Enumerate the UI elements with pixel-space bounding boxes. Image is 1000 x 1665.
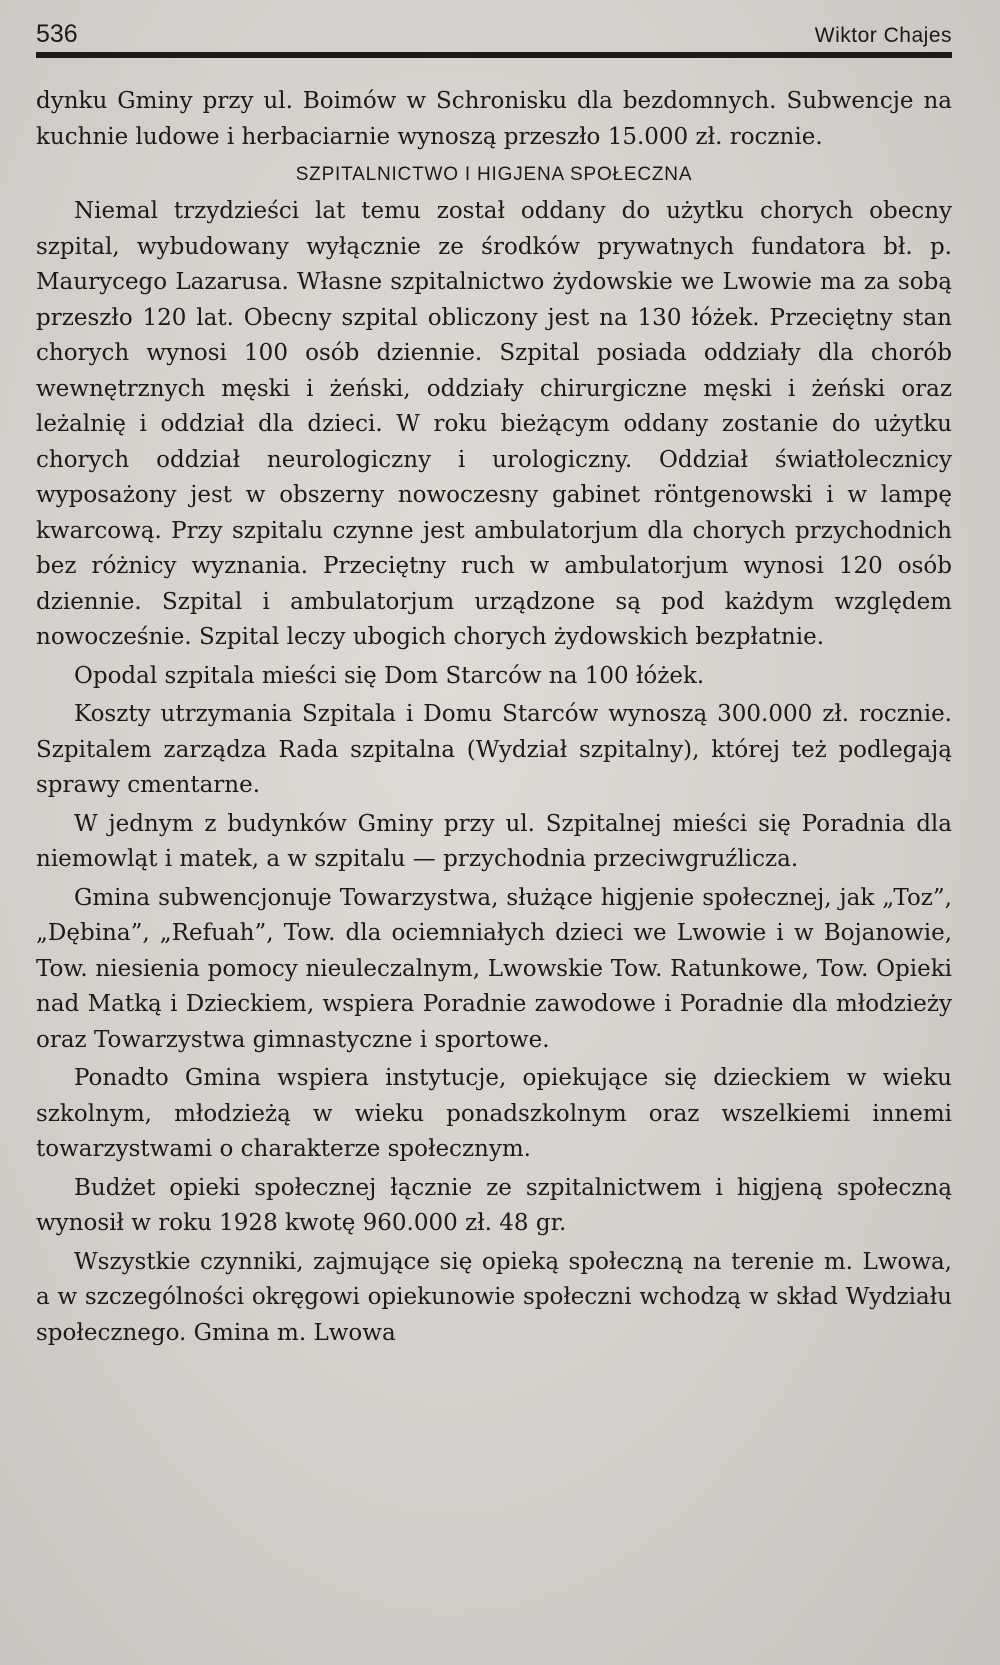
paragraph-hospital: Niemal trzydzieści lat temu został oddany do użytku chorych obecny szpital, wybudowany wyłącznie ze środków prywatnych fundatora bł. p. Maurycego Lazarusa. Własne szpitalnictwo żydowskie we Lwowie ma za sobą przeszło 120 lat. Obecny szpital obliczony jest na 130 łóżek. Przeciętny stan chorych wynosi 100 osób dziennie. Szpital posiada oddziały dla chorób wewnętrznych męski i żeński, oddziały chirurgiczne męski i żeński oraz leżalnię i oddział dla dzieci. W roku bieżącym oddany zostanie do użytku chorych oddział neurologiczny i urologiczny. Oddział światłolecznicy wyposażony jest w obszerny nowoczesny gabinet röntgenowski i w lampę kwarcową. Przy szpitalu czynne jest ambulatorjum dla chorych przychodnich bez różnicy wyznania. Przeciętny ruch w ambulatorjum wynosi 120 osób dziennie. Szpital i ambulatorjum urządzone są pod każdym względem nowocześnie. Szpital leczy ubogich chorych żydowskich bezpłatnie.	[36, 198, 952, 650]
paragraph-support: Ponadto Gmina wspiera instytucje, opiekujące się dzieckiem w wieku szkolnym, młodzieżą w wieku ponadszkolnym oraz wszelkiemi innemi towarzystwami o charakterze społecznym.	[36, 1065, 952, 1162]
paragraph-elderly-home: Opodal szpitala mieści się Dom Starców na 100 łóżek.	[74, 662, 705, 689]
paragraph-clinic: W jednym z budynków Gminy przy ul. Szpitalnej mieści się Poradnia dla niemowląt i matek, a w szpitalu — przychodnia przeciwgruźlicza.	[36, 810, 952, 872]
page-body	[36, 84, 952, 1354]
paragraph-subsidies: Gmina subwencjonuje Towarzystwa, służące higjenie społecznej, jak „Toz”, „Dębina”, „Refuah”, Tow. dla ociemniałych dzieci we Lwowie i w Bojanowie, Tow. niesienia pomocy nieuleczalnym, Lwowskie Tow. Ratunkowe, Tow. Opieki nad Matką i Dzieckiem, wspiera Poradnie zawodowe i Poradnie dla młodzieży oraz Towarzystwa gimnastyczne i sportowe.	[36, 884, 952, 1053]
paragraph-budget: Budżet opieki społecznej łącznie ze szpitalnictwem i higjeną społeczną wynosił w roku 1928 kwotę 960.000 zł. 48 gr.	[36, 1174, 952, 1236]
running-head-author: Wiktor Chajes	[814, 24, 952, 47]
paragraph-costs: Koszty utrzymania Szpitala i Domu Starców wynoszą 300.000 zł. rocznie. Szpitalem zarządza Rada szpitalna (Wydział szpitalny), której też podlegają sprawy cmentarne.	[36, 701, 952, 798]
paragraph-social-department: Wszystkie czynniki, zajmujące się opieką społeczną na terenie m. Lwowa, a w szczególności okręgowi opiekunowie społeczni wchodzą w skład Wydziału społecznego. Gmina m. Lwowa	[36, 1248, 952, 1346]
header-rule	[36, 52, 952, 58]
section-heading: SZPITALNICTWO I HIGJENA SPOŁECZNA	[295, 164, 693, 185]
page-header	[36, 16, 952, 48]
page-number: 536	[36, 20, 78, 48]
paragraph-continued: dynku Gminy przy ul. Boimów w Schronisku dla bezdomnych. Subwencje na kuchnie ludowe i herbaciarnie wynoszą przeszło 15.000 zł. rocznie.	[36, 88, 952, 150]
